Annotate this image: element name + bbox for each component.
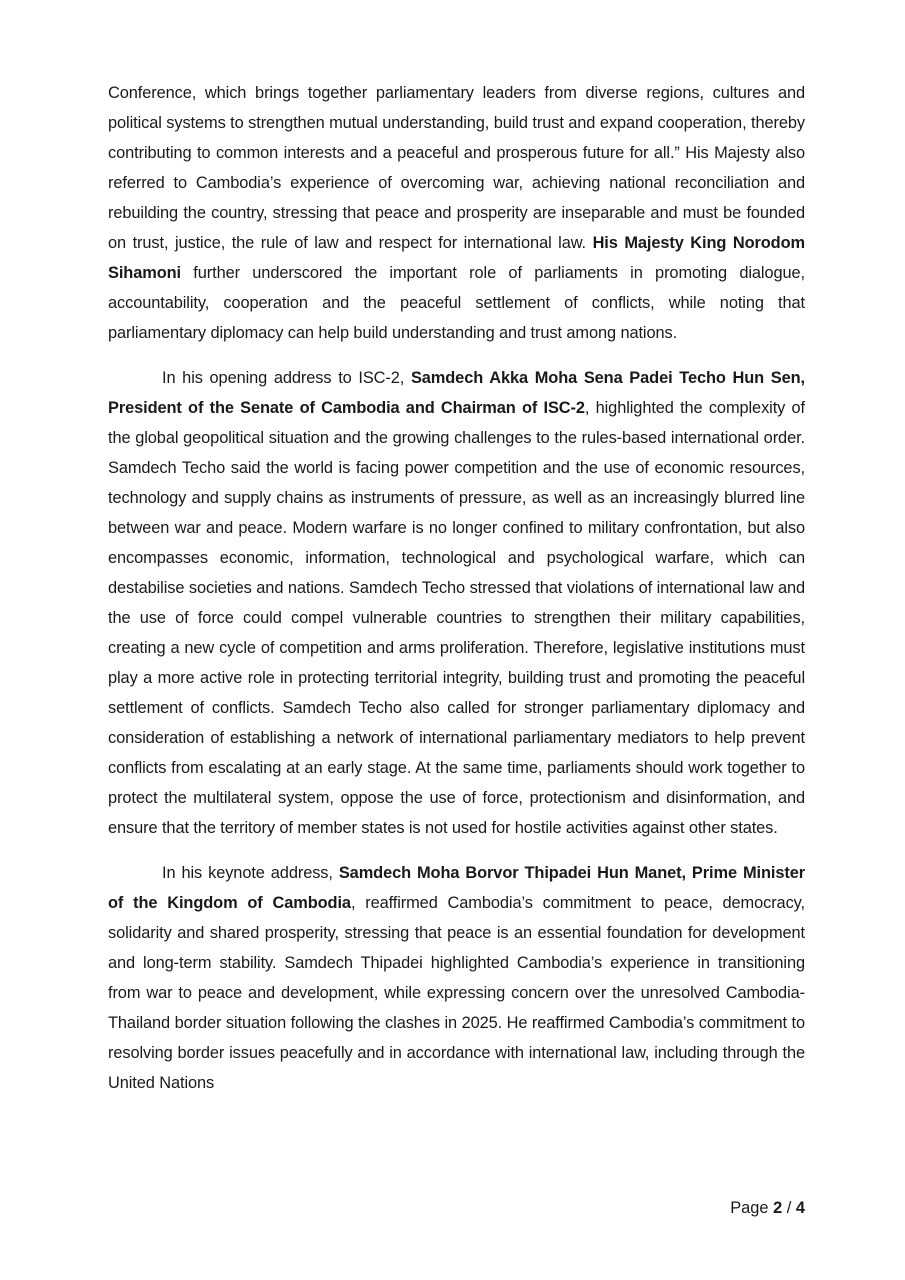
- total-page-number: 4: [795, 1199, 805, 1217]
- paragraph-3-text-1: In his keynote address,: [162, 864, 339, 882]
- paragraph-1-bold-name: His Majesty King Norodom Sihamoni: [108, 234, 805, 282]
- paragraph-1: [108, 78, 805, 348]
- paragraph-3-bold-name: Samdech Moha Borvor Thipadei Hun Manet, Prime Minister of the Kingdom of Cambodia: [108, 864, 805, 912]
- current-page-number: 2: [773, 1199, 783, 1217]
- paragraph-2-text-2: , highlighted the complexity of the global geopolitical situation and the growing challenges to the rules-based international order. Samdech Techo said the world is facing power competition and the use of economic resources, technology and supply chains as instruments of pressure, as well as an increasingly blurred line between war and peace. Modern warfare is no longer confined to military confrontation, but also encompasses economic, information, technological and psychological warfare, which can destabilise societies and nations. Samdech Techo stressed that violations of international law and the use of force could compel vulnerable countries to strengthen their military capabilities, creating a new cycle of competition and arms proliferation. Therefore, legislative institutions must play a more active role in protecting territorial integrity, building trust and promoting the peaceful settlement of conflicts. Samdech Techo also called for stronger parliamentary diplomacy and consideration of establishing a network of international parliamentary mediators to help prevent conflicts from escalating at an early stage. At the same time, parliaments should work together to protect the multilateral system, oppose the use of force, protectionism and disinformation, and ensure that the territory of member states is not used for hostile activities against other states.: [108, 399, 805, 837]
- page-separator: /: [782, 1199, 796, 1217]
- page-label: Page: [730, 1199, 774, 1217]
- paragraph-2-bold-name: Samdech Akka Moha Sena Padei Techo Hun Sen, President of the Senate of Cambodia and Chairman of ISC-2: [108, 369, 805, 417]
- document-page: [108, 78, 805, 1098]
- paragraph-1-text-1: Conference, which brings together parliamentary leaders from diverse regions, cultures and political systems to strengthen mutual understanding, build trust and expand cooperation, thereby contributing to common interests and a peaceful and prosperous future for all.” His Majesty also referred to Cambodia’s experience of overcoming war, achieving national reconciliation and rebuilding the country, stressing that peace and prosperity are inseparable and must be founded on trust, justice, the rule of law and respect for international law.: [108, 84, 805, 252]
- page-number-footer: [730, 1196, 805, 1220]
- paragraph-3-text-2: , reaffirmed Cambodia’s commitment to peace, democracy, solidarity and shared prosperity, stressing that peace is an essential foundation for development and long-term stability. Samdech Thipadei highlighted Cambodia’s experience in transitioning from war to peace and development, while expressing concern over the unresolved Cambodia-Thailand border situation following the clashes in 2025. He reaffirmed Cambodia’s commitment to resolving border issues peacefully and in accordance with international law, including through the United Nations: [108, 894, 805, 1092]
- paragraph-2: [108, 363, 805, 843]
- paragraph-3: [108, 858, 805, 1098]
- paragraph-1-text-2: further underscored the important role of parliaments in promoting dialogue, accountability, cooperation and the peaceful settlement of conflicts, while noting that parliamentary diplomacy can help build understanding and trust among nations.: [108, 264, 805, 342]
- paragraph-2-text-1: In his opening address to ISC-2,: [162, 369, 411, 387]
